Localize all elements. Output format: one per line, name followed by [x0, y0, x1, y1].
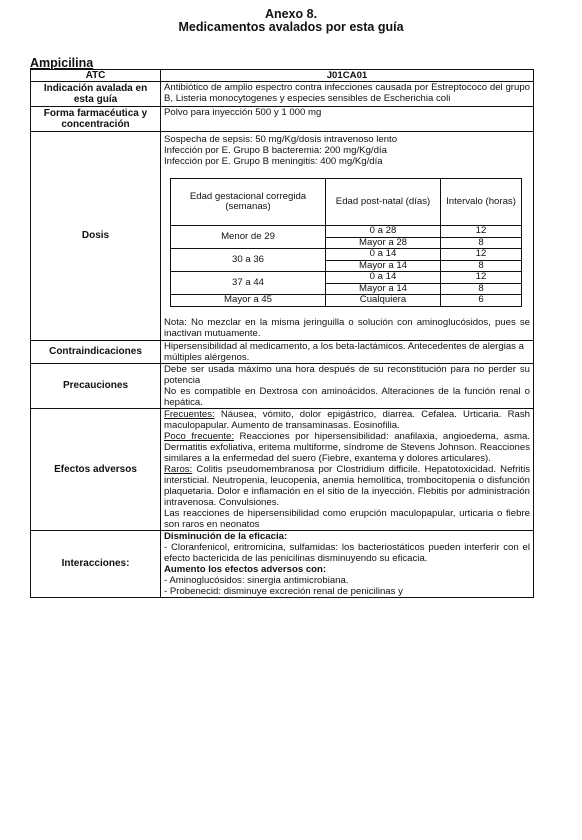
precauciones-line: No es compatible en Dextrosa con aminoácidos. Alteraciones de la función renal o hepática. — [164, 385, 530, 408]
col-header-gestational-age: Edad gestacional corregida (semanas) — [171, 179, 326, 226]
interacciones-disminucion-heading: Disminución de la eficacia: — [164, 530, 288, 542]
postnatal-age-cell: Cualquiera — [326, 295, 441, 307]
contraindicaciones-row — [31, 340, 534, 363]
postnatal-age-cell: 0 a 28 — [326, 226, 441, 238]
interacciones-row — [31, 530, 534, 597]
precauciones-row — [31, 363, 534, 408]
precauciones-line: Debe ser usada máximo una hora después de su reconstitución para no perder su potencia — [164, 363, 530, 386]
indicacion-text: Antibiótico de amplio espectro contra infecciones causada por Estreptococo del grupo B, Listeria monocytogenes y especies sensibles de Escherichia coli — [161, 82, 534, 107]
dosis-label: Dosis — [31, 132, 161, 341]
postnatal-age-cell: Mayor a 14 — [326, 283, 441, 295]
precauciones-cell — [161, 363, 534, 408]
interval-cell: 8 — [441, 283, 522, 295]
efectos-cell — [161, 408, 534, 530]
efectos-frecuentes — [164, 409, 530, 431]
gestational-age-cell: 30 a 36 — [171, 249, 326, 272]
indicacion-label: Indicación avalada en esta guía — [31, 82, 161, 107]
table-row — [171, 226, 522, 238]
page-title: Medicamentos avalados por esta guía — [178, 20, 404, 34]
gestational-age-cell: Mayor a 45 — [171, 295, 326, 307]
interacciones-aumento-item: - Probenecid: disminuye excreción renal de penicilinas y — [164, 585, 403, 597]
dosis-cell — [161, 132, 534, 341]
atc-label: ATC — [31, 70, 161, 82]
atc-row — [31, 70, 534, 82]
forma-row — [31, 107, 534, 132]
efectos-final: Las reacciones de hipersensibilidad como erupción maculopapular, urticaria o fiebre son raros en neonatos — [164, 507, 530, 530]
col-header-postnatal-age: Edad post-natal (días) — [326, 179, 441, 226]
gestational-age-cell: Menor de 29 — [171, 226, 326, 249]
interval-cell: 8 — [441, 260, 522, 272]
raros-text: Colitis pseudomembranosa por Clostridium difficile. Hepatotoxicidad. Nefritis intersticial. Neutropenia, leucopenia, anemia hemolítica, trombocitopenia o disfunción plaquetaria. Dolor e inflamación en el sitio de la inyección. Flebitis por administración intravenosa. Convulsiones. — [164, 463, 530, 508]
interacciones-aumento-item: - Aminoglucósidos: sinergia antimicrobiana. — [164, 574, 349, 586]
interval-cell: 12 — [441, 226, 522, 238]
interacciones-cell — [161, 530, 534, 597]
frecuentes-heading: Frecuentes: — [164, 408, 215, 420]
interacciones-label: Interacciones: — [31, 530, 161, 597]
drug-monograph-table — [30, 69, 534, 598]
efectos-poco-frecuente — [164, 431, 530, 464]
forma-text: Polvo para inyección 500 y 1 000 mg — [161, 107, 534, 132]
table-row — [171, 272, 522, 284]
dosis-line: Infección por E. Grupo B bacteremia: 200 mg/Kg/día — [164, 145, 387, 156]
contraindicaciones-text: Hipersensibilidad al medicamento, a los beta-lactámicos. Antecedentes de alergias a múltiples alérgenos. — [161, 340, 534, 363]
raros-heading: Raros: — [164, 463, 193, 475]
interval-cell: 12 — [441, 272, 522, 284]
atc-code: J01CA01 — [161, 70, 534, 82]
dosis-line: Infección por E. Grupo B meningitis: 400 mg/Kg/día — [164, 156, 383, 167]
dosing-interval-table — [170, 178, 522, 307]
annex-number: Anexo 8. — [264, 7, 318, 21]
col-header-interval: Intervalo (horas) — [441, 179, 522, 226]
dosis-row — [31, 132, 534, 341]
frecuentes-text: Náusea, vómito, dolor epigástrico, diarrea. Cefalea. Urticaria. Rash maculopapular. Aumento de transaminasas. Eosinofilia. — [164, 408, 530, 431]
dosing-header-row — [171, 179, 522, 226]
interacciones-aumento-heading: Aumento los efectos adversos con: — [164, 563, 327, 575]
interacciones-disminucion-text: - Cloranfenicol, eritromicina, sulfamidas: los bacteriostáticos pueden interferir con el efecto bactericida de las penicilinas disminuyendo su eficacia. — [164, 541, 530, 564]
dosis-line: Sospecha de sepsis: 50 mg/Kg/dosis intravenoso lento — [164, 134, 398, 145]
poco-frecuente-text: Reacciones por hipersensibilidad: anafilaxia, angioedema, asma. Dermatitis exfoliativa, eritema multiforme, síndrome de Stevens Johnson. Reacciones similares a la enfermedad del suero (Fiebre, exantema y dolores articulares). — [164, 430, 530, 464]
efectos-row — [31, 408, 534, 530]
gestational-age-cell: 37 a 44 — [171, 272, 326, 295]
postnatal-age-cell: Mayor a 28 — [326, 237, 441, 249]
efectos-label: Efectos adversos — [31, 408, 161, 530]
indicacion-row — [31, 82, 534, 107]
interval-cell: 8 — [441, 237, 522, 249]
postnatal-age-cell: 0 a 14 — [326, 249, 441, 261]
drug-name: Ampicilina — [30, 56, 94, 70]
interval-cell: 6 — [441, 295, 522, 307]
table-row — [171, 295, 522, 307]
contraindicaciones-label: Contraindicaciones — [31, 340, 161, 363]
dosis-note: Nota: No mezclar en la misma jeringuilla o solución con aminoglucósidos, pues se inactivan mutuamente. — [164, 316, 530, 339]
precauciones-label: Precauciones — [31, 363, 161, 408]
postnatal-age-cell: Mayor a 14 — [326, 260, 441, 272]
table-row — [171, 249, 522, 261]
interval-cell: 12 — [441, 249, 522, 261]
postnatal-age-cell: 0 a 14 — [326, 272, 441, 284]
efectos-raros — [164, 464, 530, 508]
poco-frecuente-heading: Poco frecuente: — [164, 430, 235, 442]
forma-label: Forma farmacéutica y concentración — [31, 107, 161, 132]
